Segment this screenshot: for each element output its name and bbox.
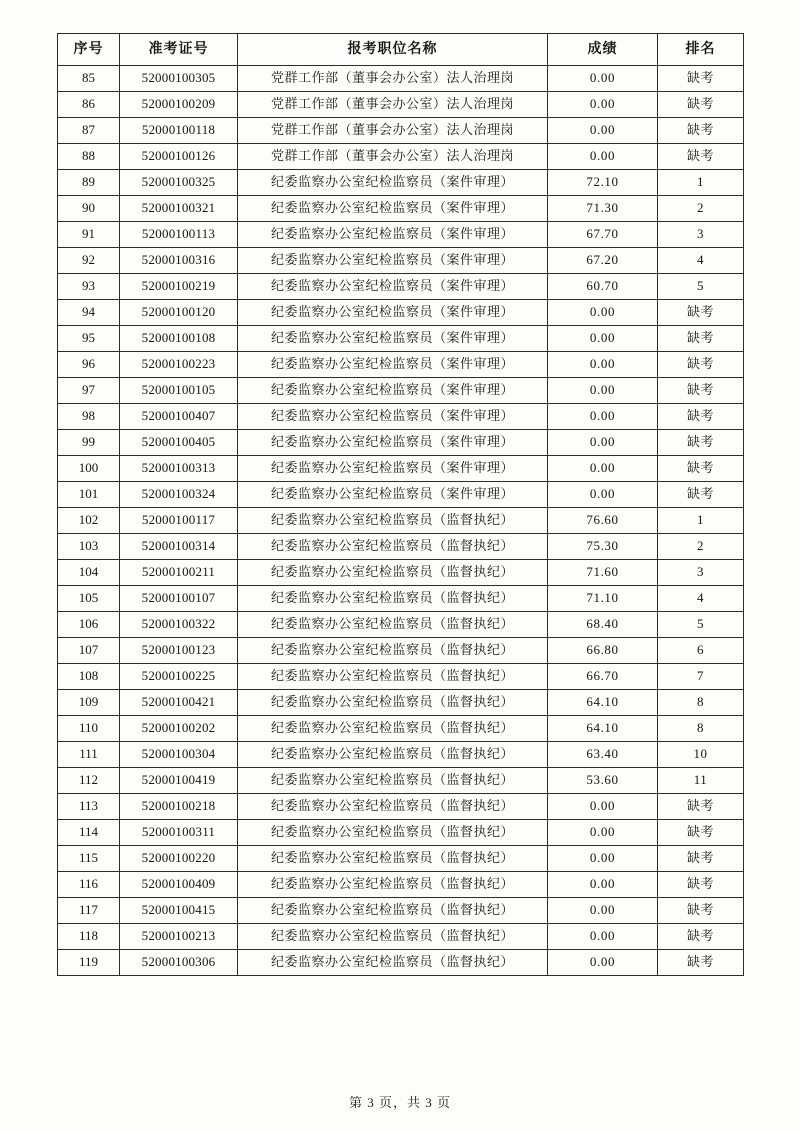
table-row: [58, 768, 744, 794]
cell-position-name: 纪委监察办公室纪检监察员（案件审理）: [238, 430, 548, 456]
cell-index: 114: [58, 820, 120, 846]
cell-score: 0.00: [548, 482, 658, 508]
table-row: [58, 326, 744, 352]
cell-rank: 1: [658, 170, 744, 196]
cell-score: 67.70: [548, 222, 658, 248]
cell-rank: 2: [658, 534, 744, 560]
cell-score: 0.00: [548, 924, 658, 950]
cell-index: 97: [58, 378, 120, 404]
cell-index: 118: [58, 924, 120, 950]
cell-score: 53.60: [548, 768, 658, 794]
cell-admission-number: 52000100421: [120, 690, 238, 716]
cell-admission-number: 52000100225: [120, 664, 238, 690]
cell-rank: 缺考: [658, 456, 744, 482]
table-body: [58, 66, 744, 976]
cell-rank: 缺考: [658, 898, 744, 924]
cell-rank: 缺考: [658, 846, 744, 872]
table-row: [58, 482, 744, 508]
cell-admission-number: 52000100305: [120, 66, 238, 92]
cell-score: 0.00: [548, 92, 658, 118]
cell-position-name: 党群工作部（董事会办公室）法人治理岗: [238, 92, 548, 118]
table-row: [58, 378, 744, 404]
cell-position-name: 纪委监察办公室纪检监察员（案件审理）: [238, 404, 548, 430]
table-row: [58, 170, 744, 196]
cell-index: 95: [58, 326, 120, 352]
cell-position-name: 纪委监察办公室纪检监察员（案件审理）: [238, 274, 548, 300]
cell-position-name: 纪委监察办公室纪检监察员（监督执纪）: [238, 612, 548, 638]
cell-admission-number: 52000100118: [120, 118, 238, 144]
cell-rank: 缺考: [658, 404, 744, 430]
cell-admission-number: 52000100213: [120, 924, 238, 950]
cell-index: 115: [58, 846, 120, 872]
cell-score: 68.40: [548, 612, 658, 638]
cell-index: 96: [58, 352, 120, 378]
cell-position-name: 纪委监察办公室纪检监察员（监督执纪）: [238, 586, 548, 612]
cell-admission-number: 52000100322: [120, 612, 238, 638]
cell-index: 99: [58, 430, 120, 456]
cell-score: 0.00: [548, 794, 658, 820]
cell-rank: 5: [658, 274, 744, 300]
cell-score: 0.00: [548, 66, 658, 92]
page-footer: 第 3 页，共 3 页: [348, 1095, 451, 1110]
cell-position-name: 纪委监察办公室纪检监察员（监督执纪）: [238, 742, 548, 768]
cell-rank: 缺考: [658, 66, 744, 92]
table-row: [58, 820, 744, 846]
cell-score: 0.00: [548, 352, 658, 378]
cell-position-name: 党群工作部（董事会办公室）法人治理岗: [238, 118, 548, 144]
cell-admission-number: 52000100419: [120, 768, 238, 794]
cell-position-name: 纪委监察办公室纪检监察员（监督执纪）: [238, 768, 548, 794]
cell-index: 92: [58, 248, 120, 274]
cell-admission-number: 52000100218: [120, 794, 238, 820]
cell-rank: 2: [658, 196, 744, 222]
cell-index: 107: [58, 638, 120, 664]
table-row: [58, 248, 744, 274]
table-row: [58, 872, 744, 898]
cell-position-name: 纪委监察办公室纪检监察员（监督执纪）: [238, 560, 548, 586]
cell-admission-number: 52000100405: [120, 430, 238, 456]
cell-rank: 缺考: [658, 144, 744, 170]
cell-index: 103: [58, 534, 120, 560]
cell-index: 93: [58, 274, 120, 300]
cell-index: 112: [58, 768, 120, 794]
cell-index: 89: [58, 170, 120, 196]
cell-index: 116: [58, 872, 120, 898]
cell-position-name: 纪委监察办公室纪检监察员（监督执纪）: [238, 820, 548, 846]
cell-admission-number: 52000100117: [120, 508, 238, 534]
cell-admission-number: 52000100311: [120, 820, 238, 846]
table-row: [58, 794, 744, 820]
cell-admission-number: 52000100313: [120, 456, 238, 482]
cell-index: 109: [58, 690, 120, 716]
cell-admission-number: 52000100105: [120, 378, 238, 404]
cell-score: 0.00: [548, 820, 658, 846]
cell-position-name: 党群工作部（董事会办公室）法人治理岗: [238, 66, 548, 92]
cell-score: 0.00: [548, 404, 658, 430]
cell-rank: 7: [658, 664, 744, 690]
column-header-index: 序号: [58, 34, 120, 66]
cell-index: 113: [58, 794, 120, 820]
cell-score: 60.70: [548, 274, 658, 300]
cell-rank: 缺考: [658, 482, 744, 508]
cell-index: 100: [58, 456, 120, 482]
cell-admission-number: 52000100324: [120, 482, 238, 508]
cell-rank: 缺考: [658, 118, 744, 144]
cell-position-name: 纪委监察办公室纪检监察员（案件审理）: [238, 482, 548, 508]
cell-rank: 4: [658, 586, 744, 612]
cell-admission-number: 52000100415: [120, 898, 238, 924]
table-row: [58, 456, 744, 482]
cell-score: 0.00: [548, 300, 658, 326]
cell-position-name: 纪委监察办公室纪检监察员（案件审理）: [238, 456, 548, 482]
column-header-admission-number: 准考证号: [120, 34, 238, 66]
cell-score: 71.30: [548, 196, 658, 222]
cell-rank: 缺考: [658, 326, 744, 352]
cell-admission-number: 52000100314: [120, 534, 238, 560]
cell-admission-number: 52000100211: [120, 560, 238, 586]
table-row: [58, 950, 744, 976]
cell-rank: 缺考: [658, 352, 744, 378]
cell-score: 71.60: [548, 560, 658, 586]
cell-rank: 8: [658, 690, 744, 716]
cell-index: 102: [58, 508, 120, 534]
cell-position-name: 纪委监察办公室纪检监察员（案件审理）: [238, 248, 548, 274]
cell-index: 91: [58, 222, 120, 248]
table-row: [58, 898, 744, 924]
cell-position-name: 纪委监察办公室纪检监察员（案件审理）: [238, 300, 548, 326]
table-row: [58, 196, 744, 222]
cell-score: 0.00: [548, 950, 658, 976]
cell-admission-number: 52000100321: [120, 196, 238, 222]
table-header: [58, 34, 744, 66]
cell-admission-number: 52000100123: [120, 638, 238, 664]
cell-index: 110: [58, 716, 120, 742]
cell-score: 63.40: [548, 742, 658, 768]
cell-score: 0.00: [548, 430, 658, 456]
cell-index: 90: [58, 196, 120, 222]
table-row: [58, 222, 744, 248]
cell-position-name: 纪委监察办公室纪检监察员（监督执纪）: [238, 794, 548, 820]
cell-rank: 缺考: [658, 794, 744, 820]
cell-position-name: 党群工作部（董事会办公室）法人治理岗: [238, 144, 548, 170]
cell-admission-number: 52000100202: [120, 716, 238, 742]
cell-position-name: 纪委监察办公室纪检监察员（案件审理）: [238, 352, 548, 378]
cell-rank: 3: [658, 222, 744, 248]
cell-position-name: 纪委监察办公室纪检监察员（监督执纪）: [238, 664, 548, 690]
cell-score: 75.30: [548, 534, 658, 560]
table-row: [58, 716, 744, 742]
cell-rank: 缺考: [658, 872, 744, 898]
table-row: [58, 846, 744, 872]
table-row: [58, 352, 744, 378]
cell-index: 101: [58, 482, 120, 508]
cell-index: 117: [58, 898, 120, 924]
table-row: [58, 612, 744, 638]
cell-index: 85: [58, 66, 120, 92]
cell-position-name: 纪委监察办公室纪检监察员（监督执纪）: [238, 508, 548, 534]
cell-rank: 1: [658, 508, 744, 534]
cell-score: 66.80: [548, 638, 658, 664]
cell-rank: 缺考: [658, 924, 744, 950]
table-row: [58, 92, 744, 118]
cell-rank: 缺考: [658, 430, 744, 456]
cell-admission-number: 52000100407: [120, 404, 238, 430]
cell-score: 76.60: [548, 508, 658, 534]
cell-score: 0.00: [548, 326, 658, 352]
cell-admission-number: 52000100120: [120, 300, 238, 326]
cell-position-name: 纪委监察办公室纪检监察员（案件审理）: [238, 170, 548, 196]
cell-index: 105: [58, 586, 120, 612]
table-row: [58, 300, 744, 326]
cell-position-name: 纪委监察办公室纪检监察员（监督执纪）: [238, 898, 548, 924]
cell-position-name: 纪委监察办公室纪检监察员（监督执纪）: [238, 638, 548, 664]
cell-score: 0.00: [548, 378, 658, 404]
cell-index: 87: [58, 118, 120, 144]
cell-position-name: 纪委监察办公室纪检监察员（案件审理）: [238, 378, 548, 404]
column-header-rank: 排名: [658, 34, 744, 66]
cell-admission-number: 52000100219: [120, 274, 238, 300]
cell-admission-number: 52000100209: [120, 92, 238, 118]
cell-rank: 6: [658, 638, 744, 664]
cell-score: 0.00: [548, 846, 658, 872]
cell-rank: 缺考: [658, 950, 744, 976]
table-row: [58, 508, 744, 534]
cell-rank: 缺考: [658, 378, 744, 404]
cell-admission-number: 52000100304: [120, 742, 238, 768]
table-row: [58, 66, 744, 92]
cell-admission-number: 52000100316: [120, 248, 238, 274]
cell-position-name: 纪委监察办公室纪检监察员（案件审理）: [238, 196, 548, 222]
table-row: [58, 560, 744, 586]
cell-score: 67.20: [548, 248, 658, 274]
table-row: [58, 118, 744, 144]
cell-index: 111: [58, 742, 120, 768]
table-row: [58, 638, 744, 664]
exam-results-table: [57, 33, 744, 976]
cell-admission-number: 52000100223: [120, 352, 238, 378]
cell-score: 64.10: [548, 716, 658, 742]
table-row: [58, 924, 744, 950]
cell-position-name: 纪委监察办公室纪检监察员（监督执纪）: [238, 950, 548, 976]
cell-rank: 3: [658, 560, 744, 586]
cell-index: 94: [58, 300, 120, 326]
cell-rank: 8: [658, 716, 744, 742]
cell-position-name: 纪委监察办公室纪检监察员（监督执纪）: [238, 534, 548, 560]
cell-rank: 缺考: [658, 92, 744, 118]
cell-score: 0.00: [548, 456, 658, 482]
cell-admission-number: 52000100113: [120, 222, 238, 248]
cell-position-name: 纪委监察办公室纪检监察员（监督执纪）: [238, 690, 548, 716]
cell-score: 0.00: [548, 872, 658, 898]
results-sheet: [57, 33, 743, 976]
cell-position-name: 纪委监察办公室纪检监察员（监督执纪）: [238, 872, 548, 898]
cell-score: 64.10: [548, 690, 658, 716]
column-header-score: 成绩: [548, 34, 658, 66]
cell-rank: 11: [658, 768, 744, 794]
cell-admission-number: 52000100220: [120, 846, 238, 872]
cell-score: 0.00: [548, 898, 658, 924]
cell-admission-number: 52000100107: [120, 586, 238, 612]
cell-rank: 缺考: [658, 300, 744, 326]
cell-position-name: 纪委监察办公室纪检监察员（监督执纪）: [238, 924, 548, 950]
cell-index: 104: [58, 560, 120, 586]
cell-position-name: 纪委监察办公室纪检监察员（案件审理）: [238, 326, 548, 352]
cell-index: 119: [58, 950, 120, 976]
cell-admission-number: 52000100108: [120, 326, 238, 352]
table-row: [58, 664, 744, 690]
cell-rank: 4: [658, 248, 744, 274]
cell-index: 88: [58, 144, 120, 170]
cell-position-name: 纪委监察办公室纪检监察员（监督执纪）: [238, 716, 548, 742]
cell-index: 98: [58, 404, 120, 430]
cell-position-name: 纪委监察办公室纪检监察员（监督执纪）: [238, 846, 548, 872]
table-header-row: [58, 34, 744, 66]
table-row: [58, 586, 744, 612]
column-header-position-name: 报考职位名称: [238, 34, 548, 66]
cell-score: 0.00: [548, 118, 658, 144]
cell-score: 66.70: [548, 664, 658, 690]
table-row: [58, 742, 744, 768]
cell-index: 108: [58, 664, 120, 690]
cell-index: 86: [58, 92, 120, 118]
table-row: [58, 404, 744, 430]
table-row: [58, 690, 744, 716]
cell-admission-number: 52000100325: [120, 170, 238, 196]
cell-rank: 缺考: [658, 820, 744, 846]
cell-score: 0.00: [548, 144, 658, 170]
table-row: [58, 534, 744, 560]
table-row: [58, 430, 744, 456]
cell-rank: 5: [658, 612, 744, 638]
table-row: [58, 144, 744, 170]
cell-admission-number: 52000100409: [120, 872, 238, 898]
cell-position-name: 纪委监察办公室纪检监察员（案件审理）: [238, 222, 548, 248]
cell-rank: 10: [658, 742, 744, 768]
cell-score: 71.10: [548, 586, 658, 612]
cell-admission-number: 52000100306: [120, 950, 238, 976]
cell-index: 106: [58, 612, 120, 638]
cell-score: 72.10: [548, 170, 658, 196]
cell-admission-number: 52000100126: [120, 144, 238, 170]
table-row: [58, 274, 744, 300]
